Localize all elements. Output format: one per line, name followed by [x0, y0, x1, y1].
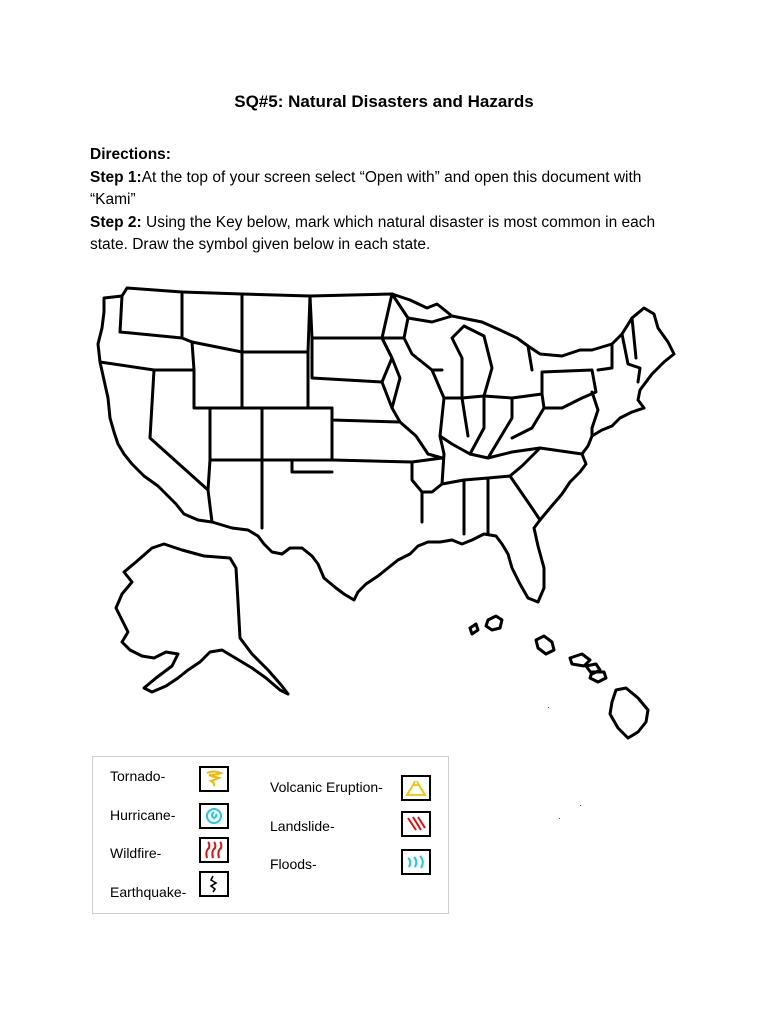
key-label-wildfire: Wildfire-: [110, 845, 162, 861]
key-label-floods: Floods-: [270, 856, 317, 872]
landslide-icon[interactable]: [401, 811, 431, 837]
stray-mark: [548, 707, 549, 708]
flood-icon[interactable]: [401, 849, 431, 875]
directions: [90, 144, 690, 257]
volcano-icon[interactable]: [401, 775, 431, 801]
tornado-icon[interactable]: [199, 766, 229, 792]
key-label-tornado: Tornado-: [110, 768, 166, 784]
directions-heading: Directions:: [90, 146, 171, 163]
contiguous-us-outline: [98, 288, 674, 602]
alaska-outline: [116, 544, 288, 694]
key-label-volcanic-eruption: Volcanic Eruption-: [270, 779, 383, 795]
stray-mark: [559, 818, 560, 819]
key-label-earthquake: Earthquake-: [110, 884, 187, 900]
hurricane-icon[interactable]: [199, 803, 229, 829]
legend-key: [92, 756, 449, 914]
us-states-map[interactable]: [92, 258, 682, 750]
key-label-landslide: Landslide-: [270, 818, 335, 834]
step-1: Step 1:At the top of your screen select “Open with” and open this document with “Kami”: [90, 168, 642, 208]
key-label-hurricane: Hurricane-: [110, 807, 176, 823]
wildfire-icon[interactable]: [199, 837, 229, 863]
step-2: Step 2: Using the Key below, mark which natural disaster is most common in each state. Draw the symbol given below in each state.: [90, 213, 656, 253]
page-title: SQ#5: Natural Disasters and Hazards: [234, 92, 534, 111]
stray-mark: [580, 805, 581, 806]
earthquake-icon[interactable]: [199, 871, 229, 897]
hawaii-outline: [470, 616, 648, 738]
